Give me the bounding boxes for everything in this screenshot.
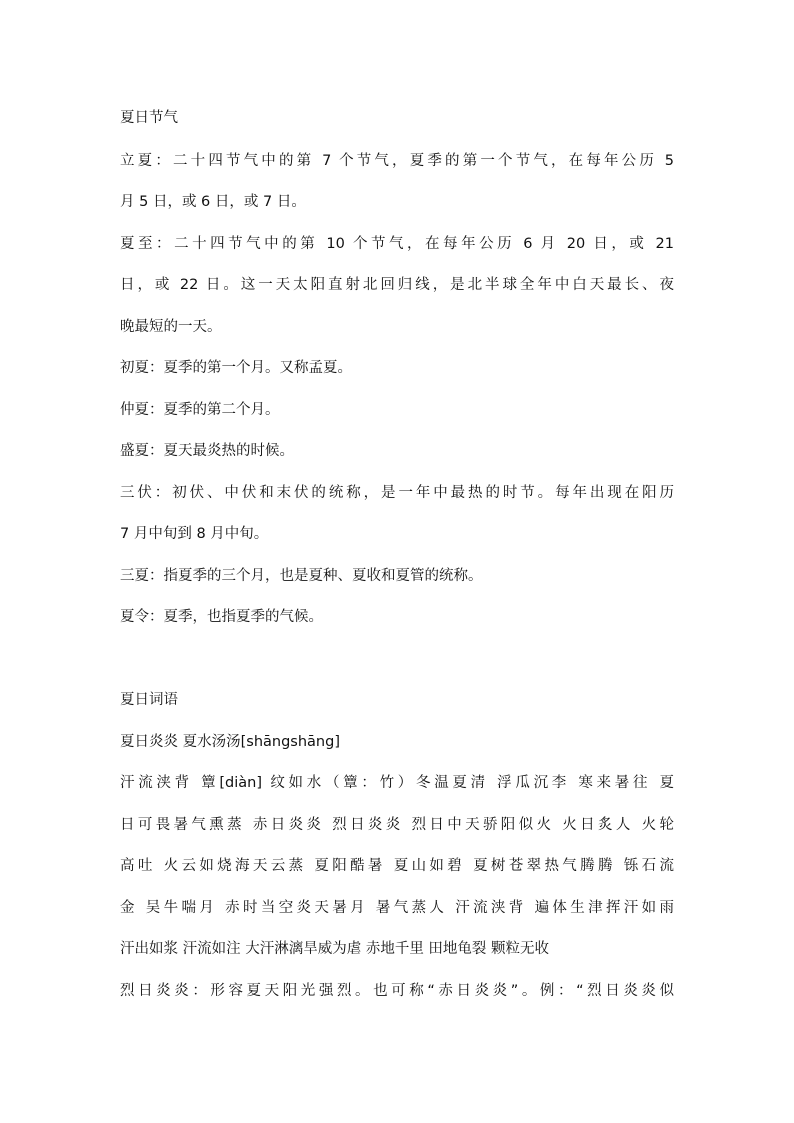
section-heading-summer-words: 夏日词语: [120, 692, 178, 708]
paragraph-line: 日，或 22 日。这一天太阳直射北回归线，是北半球全年中白天最长、夜: [120, 277, 674, 293]
paragraph-line: 月 5 日，或 6 日，或 7 日。: [120, 194, 306, 210]
paragraph-line: 盛夏：夏天最炎热的时候。: [120, 443, 294, 459]
paragraph-line: 夏日炎炎 夏水汤汤[shāngshāng]: [120, 734, 340, 750]
paragraph-line: 汗出如浆 汗流如注 大汗淋漓旱威为虐 赤地千里 田地龟裂 颗粒无收: [120, 941, 550, 957]
paragraph-line: 汗流浃背 簟[diàn] 纹如水（簟：竹）冬温夏清 浮瓜沉李 寒来暑往 夏: [120, 775, 674, 791]
paragraph-line: 夏至：二十四节气中的第 10 个节气，在每年公历 6 月 20 日，或 21: [120, 236, 674, 252]
paragraph-line: 初夏：夏季的第一个月。又称孟夏。: [120, 360, 352, 376]
paragraph-line: 日可畏暑气熏蒸 赤日炎炎 烈日炎炎 烈日中天骄阳似火 火日炙人 火轮: [120, 817, 674, 833]
paragraph-line: 高吐 火云如烧海天云蒸 夏阳酷暑 夏山如碧 夏树苍翠热气腾腾 铄石流: [120, 858, 674, 874]
paragraph-line: 金 吴牛喘月 赤时当空炎天暑月 暑气蒸人 汗流浃背 遍体生津挥汗如雨: [120, 900, 674, 916]
paragraph-line: 三夏：指夏季的三个月，也是夏种、夏收和夏管的统称。: [120, 568, 483, 584]
section-heading-solar-terms: 夏日节气: [120, 110, 178, 126]
paragraph-line: 夏令：夏季，也指夏季的气候。: [120, 609, 323, 625]
paragraph-line: 三伏：初伏、中伏和末伏的统称，是一年中最热的时节。每年出现在阳历: [120, 485, 674, 501]
paragraph-line: 7 月中旬到 8 月中旬。: [120, 526, 269, 542]
paragraph-line: 晚最短的一天。: [120, 319, 222, 335]
paragraph-line: 仲夏：夏季的第二个月。: [120, 402, 280, 418]
paragraph-line: 烈日炎炎：形容夏天阳光强烈。也可称“赤日炎炎”。例：“烈日炎炎似: [120, 983, 674, 999]
paragraph-line: 立夏：二十四节气中的第 7 个节气，夏季的第一个节气，在每年公历 5: [120, 153, 674, 169]
